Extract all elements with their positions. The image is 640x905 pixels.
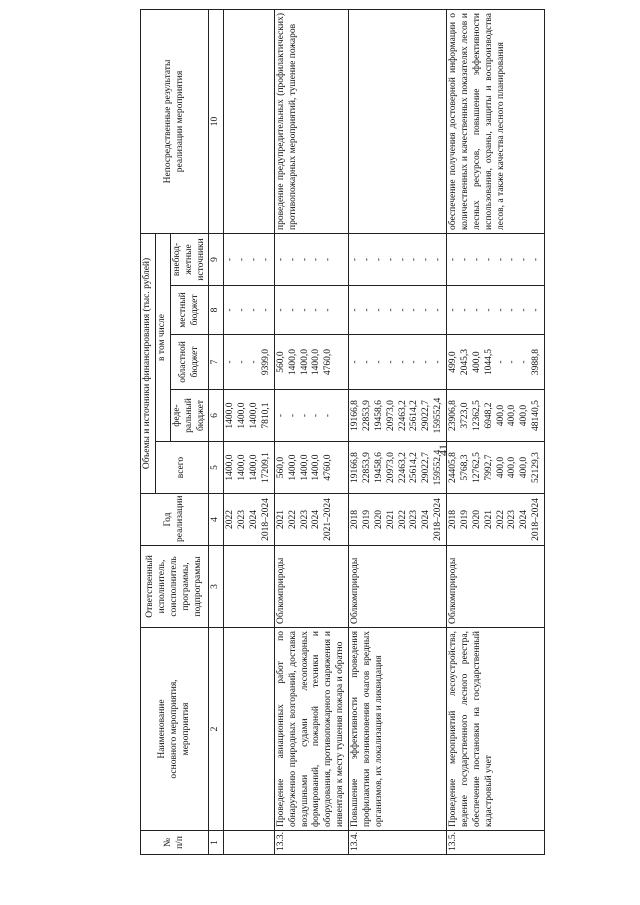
local-value: - [421, 308, 432, 312]
total-value: 4760,0 [323, 454, 334, 481]
local-value: - [471, 308, 482, 312]
regional-value: 499,0 [448, 351, 458, 373]
year-value: 2024 [519, 510, 530, 529]
row-name: Проведение авиационных работ по обнаружению природных возгораний, доставка воздушными судами лесопожарных формирований, пожарной техники и оборудования, противопожарного снаряжения и инвентаря к месту тушения пожара и обратно [274, 628, 348, 831]
row-executor [224, 546, 275, 628]
extrabudget-value: - [373, 257, 384, 262]
year-value: 2024 [421, 510, 432, 529]
year-value: 2020 [471, 510, 482, 529]
total-value: 17209,1 [260, 452, 271, 483]
extrabudget-value: - [531, 257, 542, 262]
total-value: 12762,5 [471, 452, 482, 483]
total-value: 1400,0 [287, 454, 298, 481]
regional-value: - [350, 360, 360, 364]
regional-value: - [225, 360, 236, 364]
federal-value: - [311, 413, 322, 418]
year-value: 2018–2024 [531, 498, 542, 541]
local-value: - [361, 308, 372, 312]
federal-value: 400,0 [495, 404, 506, 427]
header-total: всего [155, 442, 209, 494]
extrabudget-value: - [225, 257, 236, 262]
row-number: 13.3. [274, 831, 348, 855]
total-value: 1400,0 [225, 454, 236, 481]
extrabudget-value: - [287, 257, 298, 262]
year-value: 2019 [459, 510, 470, 529]
federal-value: 400,0 [519, 404, 530, 427]
row-year-list [349, 494, 447, 546]
year-value: 2023 [409, 510, 420, 529]
year-value: 2022 [225, 510, 236, 529]
row-total-list [224, 442, 275, 494]
year-value: 2022 [397, 510, 408, 529]
year-value: 2018–2024 [260, 498, 271, 541]
local-value: - [249, 308, 259, 312]
extrabudget-value: - [350, 257, 360, 262]
idx-10: 10 [209, 9, 224, 233]
local-value: - [311, 308, 322, 312]
regional-value: 2045,3 [459, 348, 470, 376]
extrabudget-value: - [385, 257, 396, 262]
total-value: 24405,8 [448, 452, 458, 483]
table-row [349, 9, 447, 854]
total-value: 19166,8 [350, 452, 360, 483]
federal-value: 1400,0 [237, 402, 248, 429]
row-regional-list [447, 335, 545, 390]
year-value: 2021–2024 [323, 498, 334, 541]
extrabudget-value: - [311, 257, 322, 262]
total-value: 29022,7 [421, 452, 432, 483]
local-value: - [275, 308, 286, 312]
year-value: 2023 [237, 510, 248, 529]
federal-value: 23906,8 [448, 400, 458, 431]
federal-value: 29022,7 [421, 400, 432, 431]
row-number: 13.5. [447, 831, 545, 855]
extrabudget-value: - [507, 257, 518, 262]
total-value: 400,0 [519, 456, 530, 479]
regional-value: - [237, 360, 248, 364]
idx-5: 5 [209, 442, 224, 494]
row-federal-list [349, 390, 447, 442]
row-executor: Облкомприроды [349, 546, 447, 628]
year-value: 2018–2024 [433, 498, 444, 541]
federal-value: 7810,1 [260, 402, 271, 429]
year-value: 2020 [373, 510, 384, 529]
header-finance: Объемы и источники финансирования (тыс. рублей) [141, 233, 156, 493]
regional-value: 9399,0 [260, 348, 271, 376]
local-value: - [299, 308, 310, 312]
total-value: 1400,0 [299, 454, 310, 481]
regional-value: - [397, 360, 408, 364]
local-value: - [237, 308, 248, 312]
row-extrabudget-list [224, 233, 275, 285]
table-row [224, 9, 275, 854]
header-no: № п/п [141, 831, 209, 855]
row-extrabudget-list [349, 233, 447, 285]
header-extrabudget: внебюд- жетные источники [170, 233, 209, 285]
local-value: - [260, 308, 271, 312]
local-value: - [483, 308, 494, 312]
federal-value: 12362,5 [471, 400, 482, 431]
year-value: 2019 [361, 510, 372, 529]
regional-value: - [433, 360, 444, 364]
regional-value: 1400,0 [299, 348, 310, 376]
total-value: 400,0 [507, 456, 518, 479]
year-value: 2021 [483, 510, 494, 529]
row-local-list [447, 286, 545, 335]
federal-value: 25614,2 [409, 400, 420, 431]
total-value: 20973,0 [385, 452, 396, 483]
idx-2: 2 [209, 628, 224, 831]
total-value: 52129,3 [531, 452, 542, 483]
local-value: - [459, 308, 470, 312]
federal-value: 22853,9 [361, 400, 372, 431]
row-result [349, 9, 447, 233]
total-value: 25614,2 [409, 452, 420, 483]
extrabudget-value: - [299, 257, 310, 262]
year-value: 2021 [385, 510, 396, 529]
table-header [141, 9, 224, 854]
federal-value: 19166,8 [350, 400, 360, 431]
header-local: местный бюджет [170, 286, 209, 335]
federal-value: 22463,2 [397, 400, 408, 431]
row-total-list [274, 442, 348, 494]
header-name: Наименование основного мероприятия, мероприятия [141, 628, 209, 831]
federal-value: - [287, 413, 298, 418]
local-value: - [448, 308, 458, 312]
total-value: 1400,0 [311, 454, 322, 481]
row-local-list [274, 286, 348, 335]
row-year-list [274, 494, 348, 546]
federal-value: 3723,0 [459, 402, 470, 429]
idx-1: 1 [209, 831, 224, 855]
header-executor: Ответственный исполнитель, соисполнитель программы, подпрограммы [141, 546, 209, 628]
regional-value: - [519, 360, 530, 364]
local-value: - [373, 308, 384, 312]
federal-value: 159552,4 [433, 397, 444, 434]
total-value: 19458,6 [373, 452, 384, 483]
total-value: 1400,0 [237, 454, 248, 481]
local-value: - [350, 308, 360, 312]
total-value: 1400,0 [249, 454, 259, 481]
total-value: 560,0 [275, 456, 286, 479]
idx-7: 7 [209, 335, 224, 390]
header-year: Год реализации [141, 494, 209, 546]
regional-value: - [421, 360, 432, 364]
extrabudget-value: - [397, 257, 408, 262]
row-extrabudget-list [447, 233, 545, 285]
local-value: - [495, 308, 506, 312]
federal-value: 1400,0 [225, 402, 236, 429]
row-name: Проведение мероприятий лесоустройства, ведение государственного лесного реестра, обеспечение постановки на государственный кадастровый учет [447, 628, 545, 831]
local-value: - [507, 308, 518, 312]
idx-6: 6 [209, 390, 224, 442]
row-local-list [349, 286, 447, 335]
row-federal-list [224, 390, 275, 442]
extrabudget-value: - [471, 257, 482, 262]
year-value: 2022 [495, 510, 506, 529]
header-index-row [209, 9, 224, 854]
federal-value: 19458,6 [373, 400, 384, 431]
header-result: Непосредственные результаты реализации мероприятия [141, 9, 209, 233]
idx-8: 8 [209, 286, 224, 335]
federal-value: - [323, 413, 334, 418]
row-executor: Облкомприроды [447, 546, 545, 628]
regional-value: 4760,0 [323, 348, 334, 376]
total-value: 159552,4 [433, 449, 444, 486]
regional-value: 400,0 [471, 351, 482, 373]
row-result: обеспечение получения достоверной информации о количественных и качественных показателях лесов и лесных ресурсов, повышение эффективности использования, охраны, защиты и воспроизводства лесов, а также качества лесного планирования [447, 9, 545, 233]
extrabudget-value: - [495, 257, 506, 262]
extrabudget-value: - [260, 257, 271, 262]
row-federal-list [274, 390, 348, 442]
idx-4: 4 [209, 494, 224, 546]
row-regional-list [349, 335, 447, 390]
regional-value: 560,0 [275, 351, 286, 373]
row-year-list [447, 494, 545, 546]
federal-value: - [275, 413, 286, 418]
extrabudget-value: - [448, 257, 458, 262]
row-name [224, 628, 275, 831]
extrabudget-value: - [409, 257, 420, 262]
row-total-list [349, 442, 447, 494]
regional-value: - [373, 360, 384, 364]
extrabudget-value: - [519, 257, 530, 262]
row-number: 13.4. [349, 831, 447, 855]
row-extrabudget-list [274, 233, 348, 285]
federal-value: 400,0 [507, 404, 518, 427]
extrabudget-value: - [483, 257, 494, 262]
page-number: 41 [436, 444, 450, 456]
local-value: - [519, 308, 530, 312]
extrabudget-value: - [323, 257, 334, 262]
regional-value: 3988,8 [531, 348, 542, 376]
regional-value: - [507, 360, 518, 364]
federal-value: - [299, 413, 310, 418]
year-value: 2023 [507, 510, 518, 529]
regional-value: - [495, 360, 506, 364]
local-value: - [287, 308, 298, 312]
table-body [224, 9, 545, 854]
regional-value: 1044,5 [483, 348, 494, 376]
local-value: - [385, 308, 396, 312]
extrabudget-value: - [361, 257, 372, 262]
extrabudget-value: - [275, 257, 286, 262]
regional-value: - [385, 360, 396, 364]
row-name: Повышение эффективности проведения профилактики возникновения очагов вредных организмов, их локализация и ликвидация [349, 628, 447, 831]
row-number [224, 831, 275, 855]
rotated-page [140, 10, 560, 855]
extrabudget-value: - [433, 257, 444, 262]
federal-value: 48140,5 [531, 400, 542, 431]
regional-value: 1400,0 [287, 348, 298, 376]
year-value: 2024 [249, 510, 259, 529]
total-value: 400,0 [495, 456, 506, 479]
regional-value: 1400,0 [311, 348, 322, 376]
regional-value: - [361, 360, 372, 364]
local-value: - [225, 308, 236, 312]
regional-value: - [409, 360, 420, 364]
row-local-list [224, 286, 275, 335]
row-executor: Облкомприроды [274, 546, 348, 628]
federal-value: 6948,2 [483, 402, 494, 429]
local-value: - [397, 308, 408, 312]
total-value: 5768,3 [459, 454, 470, 481]
extrabudget-value: - [421, 257, 432, 262]
idx-3: 3 [209, 546, 224, 628]
total-value: 22463,2 [397, 452, 408, 483]
idx-9: 9 [209, 233, 224, 285]
local-value: - [433, 308, 444, 312]
total-value: 7992,7 [483, 454, 494, 481]
row-result: проведение предупредительных (профилактических) противопожарных мероприятий, тушение пожаров [274, 9, 348, 233]
row-result [224, 9, 275, 233]
table-row [447, 9, 545, 854]
row-regional-list [224, 335, 275, 390]
extrabudget-value: - [249, 257, 259, 262]
header-including: в том числе [155, 233, 170, 441]
row-year-list [224, 494, 275, 546]
regional-value: - [249, 360, 259, 364]
year-value: 2024 [311, 510, 322, 529]
year-value: 2023 [299, 510, 310, 529]
program-table [140, 9, 545, 855]
year-value: 2018 [350, 510, 360, 529]
header-regional: областной бюджет [170, 335, 209, 390]
year-value: 2018 [448, 510, 458, 529]
row-total-list [447, 442, 545, 494]
federal-value: 20973,0 [385, 400, 396, 431]
header-federal: феде- ральный бюджет [170, 390, 209, 442]
row-federal-list [447, 390, 545, 442]
year-value: 2022 [287, 510, 298, 529]
total-value: 22853,9 [361, 452, 372, 483]
table-row [274, 9, 348, 854]
year-value: 2021 [275, 510, 286, 529]
federal-value: 1400,0 [249, 402, 259, 429]
local-value: - [531, 308, 542, 312]
local-value: - [323, 308, 334, 312]
extrabudget-value: - [237, 257, 248, 262]
row-regional-list [274, 335, 348, 390]
extrabudget-value: - [459, 257, 470, 262]
local-value: - [409, 308, 420, 312]
